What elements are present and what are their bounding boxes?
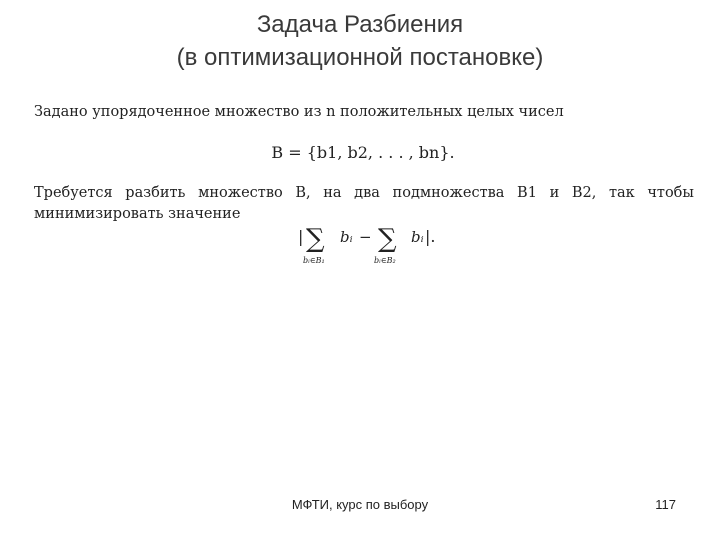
footer-caption: МФТИ, курс по выбору [291, 497, 429, 512]
sum-symbol-2: ∑ [378, 224, 397, 254]
sum-symbol-1: ∑ [306, 224, 325, 254]
paragraph-task-word: два [354, 185, 380, 201]
sum-1-subscript: bᵢ∈B₁ [303, 256, 325, 265]
paragraph-task-word: Требуется [34, 185, 113, 201]
abs-bar-left: | [298, 227, 304, 246]
objective-formula-graphic [298, 218, 458, 270]
paragraph-task-word: B, [295, 185, 311, 201]
slide-title [0, 8, 720, 74]
paragraph-task-word: B1 [517, 185, 537, 201]
sum-2-term: bᵢ [411, 228, 424, 246]
paragraph-task-word: и [549, 185, 560, 201]
paragraph-task-word: на [323, 185, 342, 201]
paragraph-task-word: так [608, 185, 635, 201]
paragraph-task-word: разбить [125, 185, 186, 201]
page-number: 117 [655, 497, 676, 512]
objective-formula [298, 218, 458, 270]
abs-bar-right: |. [425, 227, 436, 246]
paragraph-task-word: подмножества [392, 185, 505, 201]
set-formula: B = {b1, b2, . . . , bn}. [271, 143, 455, 162]
slide-title-line-1: Задача Разбиения [256, 11, 464, 38]
paragraph-task-word: чтобы [647, 185, 694, 201]
sum-2-subscript: bᵢ∈B₂ [374, 256, 396, 265]
sum-1-term: bᵢ [340, 228, 353, 246]
slide-title-line-2: (в оптимизационной постановке) [176, 44, 544, 71]
paragraph-task-line-1 [34, 183, 694, 204]
paragraph-task-word: B2, [571, 185, 597, 201]
paragraph-given-set: Задано упорядоченное множество из n положительных целых чисел [34, 104, 564, 120]
paragraph-task-word: множество [198, 185, 283, 201]
minus-sign: − [359, 228, 372, 246]
paragraph-task-line-2: минимизировать значение [34, 206, 241, 222]
